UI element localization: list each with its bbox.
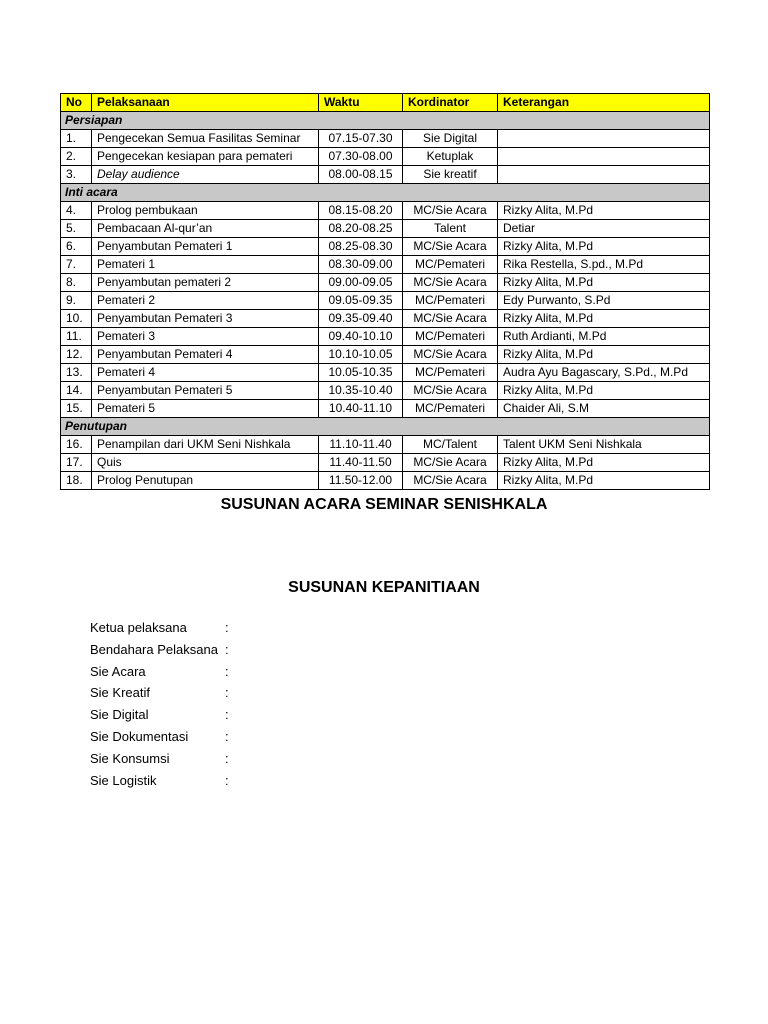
table-row (61, 292, 710, 310)
row-time: 09.05-09.35 (319, 292, 403, 310)
row-number: 2. (61, 148, 92, 166)
row-note (498, 166, 710, 184)
table-header-row (61, 94, 710, 112)
committee-colon: : (225, 685, 229, 701)
committee-title: SUSUNAN KEPANITIAAN (288, 579, 480, 596)
row-number: 16. (61, 436, 92, 454)
row-note: Rika Restella, S.pd., M.Pd (498, 256, 710, 274)
committee-colon: : (225, 641, 229, 657)
schedule-title: SUSUNAN ACARA SEMINAR SENISHKALA (220, 496, 548, 513)
row-number: 13. (61, 364, 92, 382)
committee-colon: : (225, 728, 229, 744)
row-time: 07.30-08.00 (319, 148, 403, 166)
row-time: 08.15-08.20 (319, 202, 403, 220)
committee-item (90, 726, 235, 748)
row-coordinator: MC/Sie Acara (403, 382, 498, 400)
row-coordinator: MC/Pemateri (403, 328, 498, 346)
row-activity: Pembacaan Al-qur’an (92, 220, 319, 238)
row-time: 10.35-10.40 (319, 382, 403, 400)
row-number: 10. (61, 310, 92, 328)
row-time: 11.50-12.00 (319, 472, 403, 490)
header-kordinator: Kordinator (403, 94, 498, 112)
row-time: 08.30-09.00 (319, 256, 403, 274)
row-number: 3. (61, 166, 92, 184)
row-activity: Penyambutan Pemateri 4 (92, 346, 319, 364)
row-time: 10.10-10.05 (319, 346, 403, 364)
row-activity: Pemateri 3 (92, 328, 319, 346)
row-number: 15. (61, 400, 92, 418)
committee-label: Sie Konsumsi (90, 750, 170, 766)
header-no: No (61, 94, 92, 112)
committee-item (90, 704, 235, 726)
row-note: Detiar (498, 220, 710, 238)
section-row (61, 184, 710, 202)
section-title: Persiapan (61, 112, 710, 130)
table-row (61, 436, 710, 454)
row-note: Rizky Alita, M.Pd (498, 238, 710, 256)
row-time: 09.00-09.05 (319, 274, 403, 292)
row-number: 9. (61, 292, 92, 310)
table-row (61, 238, 710, 256)
row-number: 4. (61, 202, 92, 220)
row-activity: Pengecekan kesiapan para pemateri (92, 148, 319, 166)
committee-list (90, 617, 235, 791)
row-time: 11.40-11.50 (319, 454, 403, 472)
row-note (498, 148, 710, 166)
committee-colon: : (225, 707, 229, 723)
row-coordinator: Ketuplak (403, 148, 498, 166)
row-time: 09.35-09.40 (319, 310, 403, 328)
row-activity: Penyambutan Pemateri 5 (92, 382, 319, 400)
table-row (61, 328, 710, 346)
table-row (61, 274, 710, 292)
table-row (61, 310, 710, 328)
section-title: Inti acara (61, 184, 710, 202)
section-row (61, 112, 710, 130)
section-title: Penutupan (61, 418, 710, 436)
row-coordinator: MC/Sie Acara (403, 472, 498, 490)
committee-item (90, 661, 235, 683)
committee-colon: : (225, 620, 229, 635)
row-number: 14. (61, 382, 92, 400)
table-row (61, 400, 710, 418)
row-activity: Pemateri 5 (92, 400, 319, 418)
row-activity: Penyambutan Pemateri 1 (92, 238, 319, 256)
table-row (61, 130, 710, 148)
row-note: Rizky Alita, M.Pd (498, 346, 710, 364)
committee-label: Sie Kreatif (90, 685, 150, 701)
row-activity: Pemateri 4 (92, 364, 319, 382)
committee-label: Sie Digital (90, 707, 149, 723)
row-activity: Prolog Penutupan (92, 472, 319, 490)
row-note: Edy Purwanto, S.Pd (498, 292, 710, 310)
row-time: 10.05-10.35 (319, 364, 403, 382)
row-number: 5. (61, 220, 92, 238)
row-activity: Pemateri 1 (92, 256, 319, 274)
row-activity: Quis (92, 454, 319, 472)
row-coordinator: MC/Pemateri (403, 292, 498, 310)
row-coordinator: MC/Sie Acara (403, 274, 498, 292)
row-activity: Penyambutan Pemateri 3 (92, 310, 319, 328)
table-row (61, 346, 710, 364)
row-number: 12. (61, 346, 92, 364)
row-number: 8. (61, 274, 92, 292)
committee-item (90, 682, 235, 704)
row-note: Talent UKM Seni Nishkala (498, 436, 710, 454)
table-row (61, 364, 710, 382)
row-time: 08.20-08.25 (319, 220, 403, 238)
schedule-table (60, 93, 710, 490)
row-time: 08.25-08.30 (319, 238, 403, 256)
header-keterangan: Keterangan (498, 94, 710, 112)
row-note: Rizky Alita, M.Pd (498, 274, 710, 292)
row-coordinator: Talent (403, 220, 498, 238)
table-row (61, 454, 710, 472)
row-number: 7. (61, 256, 92, 274)
row-activity: Penampilan dari UKM Seni Nishkala (92, 436, 319, 454)
table-row (61, 166, 710, 184)
row-note: Audra Ayu Bagascary, S.Pd., M.Pd (498, 364, 710, 382)
row-coordinator: MC/Sie Acara (403, 202, 498, 220)
header-waktu: Waktu (319, 94, 403, 112)
committee-item (90, 748, 235, 770)
table-row (61, 220, 710, 238)
row-note: Rizky Alita, M.Pd (498, 382, 710, 400)
committee-colon: : (225, 772, 229, 788)
row-time: 10.40-11.10 (319, 400, 403, 418)
row-activity: Pengecekan Semua Fasilitas Seminar (92, 130, 319, 148)
row-note: Rizky Alita, M.Pd (498, 472, 710, 490)
committee-label: Sie Logistik (90, 772, 157, 788)
row-coordinator: MC/Sie Acara (403, 238, 498, 256)
row-time: 08.00-08.15 (319, 166, 403, 184)
committee-label: Ketua pelaksana (90, 620, 187, 635)
committee-colon: : (225, 663, 229, 679)
row-time: 07.15-07.30 (319, 130, 403, 148)
row-coordinator: Sie Digital (403, 130, 498, 148)
row-note: Chaider Ali, S.M (498, 400, 710, 418)
row-coordinator: MC/Pemateri (403, 400, 498, 418)
row-activity: Prolog pembukaan (92, 202, 319, 220)
header-pelaksanaan: Pelaksanaan (92, 94, 319, 112)
row-note: Rizky Alita, M.Pd (498, 454, 710, 472)
row-activity: Pemateri 2 (92, 292, 319, 310)
row-time: 09.40-10.10 (319, 328, 403, 346)
committee-item (90, 617, 235, 639)
row-coordinator: MC/Pemateri (403, 256, 498, 274)
row-coordinator: Sie kreatif (403, 166, 498, 184)
schedule-body (61, 112, 710, 490)
row-note: Rizky Alita, M.Pd (498, 310, 710, 328)
table-row (61, 148, 710, 166)
row-coordinator: MC/Sie Acara (403, 346, 498, 364)
table-row (61, 382, 710, 400)
row-note: Rizky Alita, M.Pd (498, 202, 710, 220)
section-row (61, 418, 710, 436)
row-coordinator: MC/Pemateri (403, 364, 498, 382)
committee-label: Sie Acara (90, 663, 146, 679)
row-number: 1. (61, 130, 92, 148)
row-coordinator: MC/Sie Acara (403, 310, 498, 328)
committee-colon: : (225, 750, 229, 766)
committee-item (90, 770, 235, 792)
table-row (61, 472, 710, 490)
row-note (498, 130, 710, 148)
row-coordinator: MC/Sie Acara (403, 454, 498, 472)
table-row (61, 202, 710, 220)
committee-label: Sie Dokumentasi (90, 728, 189, 744)
committee-item (90, 639, 235, 661)
committee-label: Bendahara Pelaksana (90, 641, 218, 657)
row-activity: Penyambutan pemateri 2 (92, 274, 319, 292)
row-time: 11.10-11.40 (319, 436, 403, 454)
row-activity: Delay audience (92, 166, 319, 184)
row-number: 11. (61, 328, 92, 346)
table-row (61, 256, 710, 274)
row-coordinator: MC/Talent (403, 436, 498, 454)
row-number: 17. (61, 454, 92, 472)
row-number: 6. (61, 238, 92, 256)
row-note: Ruth Ardianti, M.Pd (498, 328, 710, 346)
row-number: 18. (61, 472, 92, 490)
